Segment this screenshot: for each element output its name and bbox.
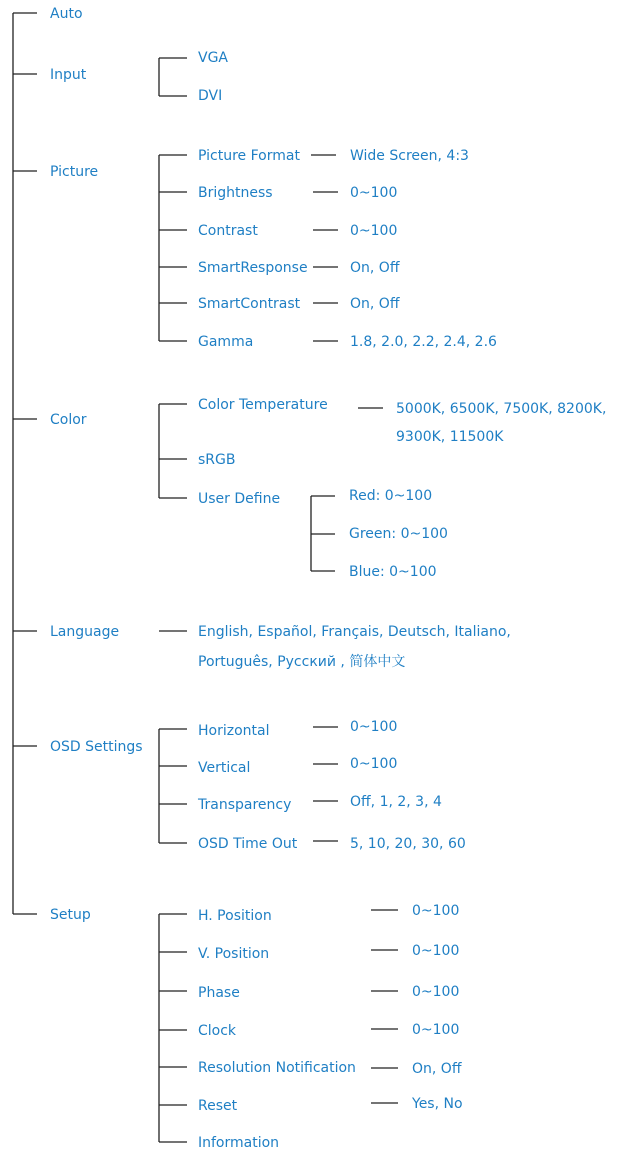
submenu-brightness: Brightness	[198, 185, 273, 201]
value-smartcontrast: On, Off	[350, 296, 400, 312]
value-osd-time-out: 5, 10, 20, 30, 60	[350, 836, 466, 852]
value-resolution-notification: On, Off	[412, 1061, 462, 1077]
value-language-line-2: Português, Русский , 简体中文	[198, 654, 406, 670]
submenu-picture-format: Picture Format	[198, 148, 300, 164]
submenu-contrast: Contrast	[198, 223, 258, 239]
submenu-vertical: Vertical	[198, 760, 251, 776]
value-smartresponse: On, Off	[350, 260, 400, 276]
value-color-temperature-line-2: 9300K, 11500K	[396, 429, 504, 445]
submenu-smartresponse: SmartResponse	[198, 260, 308, 276]
submenu-phase: Phase	[198, 985, 240, 1001]
menu-picture: Picture	[50, 164, 99, 180]
submenu-transparency: Transparency	[198, 797, 292, 813]
value-clock: 0~100	[412, 1022, 460, 1038]
menu-setup: Setup	[50, 907, 91, 923]
value-picture-format: Wide Screen, 4:3	[350, 148, 469, 164]
submenu-srgb: sRGB	[198, 452, 236, 468]
value-vertical: 0~100	[350, 756, 398, 772]
menu-auto: Auto	[50, 6, 83, 22]
value-contrast: 0~100	[350, 223, 398, 239]
value-language-line-1: English, Español, Français, Deutsch, Italiano,	[198, 624, 511, 640]
value-phase: 0~100	[412, 984, 460, 1000]
value-h-position: 0~100	[412, 903, 460, 919]
value-gamma: 1.8, 2.0, 2.2, 2.4, 2.6	[350, 334, 497, 350]
value-horizontal: 0~100	[350, 719, 398, 735]
submenu-h-position: H. Position	[198, 908, 272, 924]
submenu-gamma: Gamma	[198, 334, 254, 350]
submenu-reset: Reset	[198, 1098, 238, 1114]
submenu-horizontal: Horizontal	[198, 723, 270, 739]
value-blue: Blue: 0~100	[349, 564, 437, 580]
menu-input: Input	[50, 67, 87, 83]
submenu-information: Information	[198, 1135, 280, 1151]
submenu-vga: VGA	[198, 50, 229, 66]
value-green: Green: 0~100	[349, 526, 448, 542]
submenu-dvi: DVI	[198, 88, 223, 104]
value-transparency: Off, 1, 2, 3, 4	[350, 794, 442, 810]
value-color-temperature-line-1: 5000K, 6500K, 7500K, 8200K,	[396, 401, 607, 417]
submenu-user-define: User Define	[198, 491, 281, 507]
submenu-clock: Clock	[198, 1023, 237, 1039]
submenu-resolution-notification: Resolution Notification	[198, 1060, 356, 1076]
menu-color: Color	[50, 412, 87, 428]
submenu-smartcontrast: SmartContrast	[198, 296, 301, 312]
value-red: Red: 0~100	[349, 488, 433, 504]
menu-osd-settings: OSD Settings	[50, 739, 143, 755]
value-reset: Yes, No	[412, 1096, 463, 1112]
value-brightness: 0~100	[350, 185, 398, 201]
menu-language: Language	[50, 624, 120, 640]
value-v-position: 0~100	[412, 943, 460, 959]
submenu-v-position: V. Position	[198, 946, 270, 962]
submenu-color-temperature: Color Temperature	[198, 397, 328, 413]
submenu-osd-time-out: OSD Time Out	[198, 836, 298, 852]
